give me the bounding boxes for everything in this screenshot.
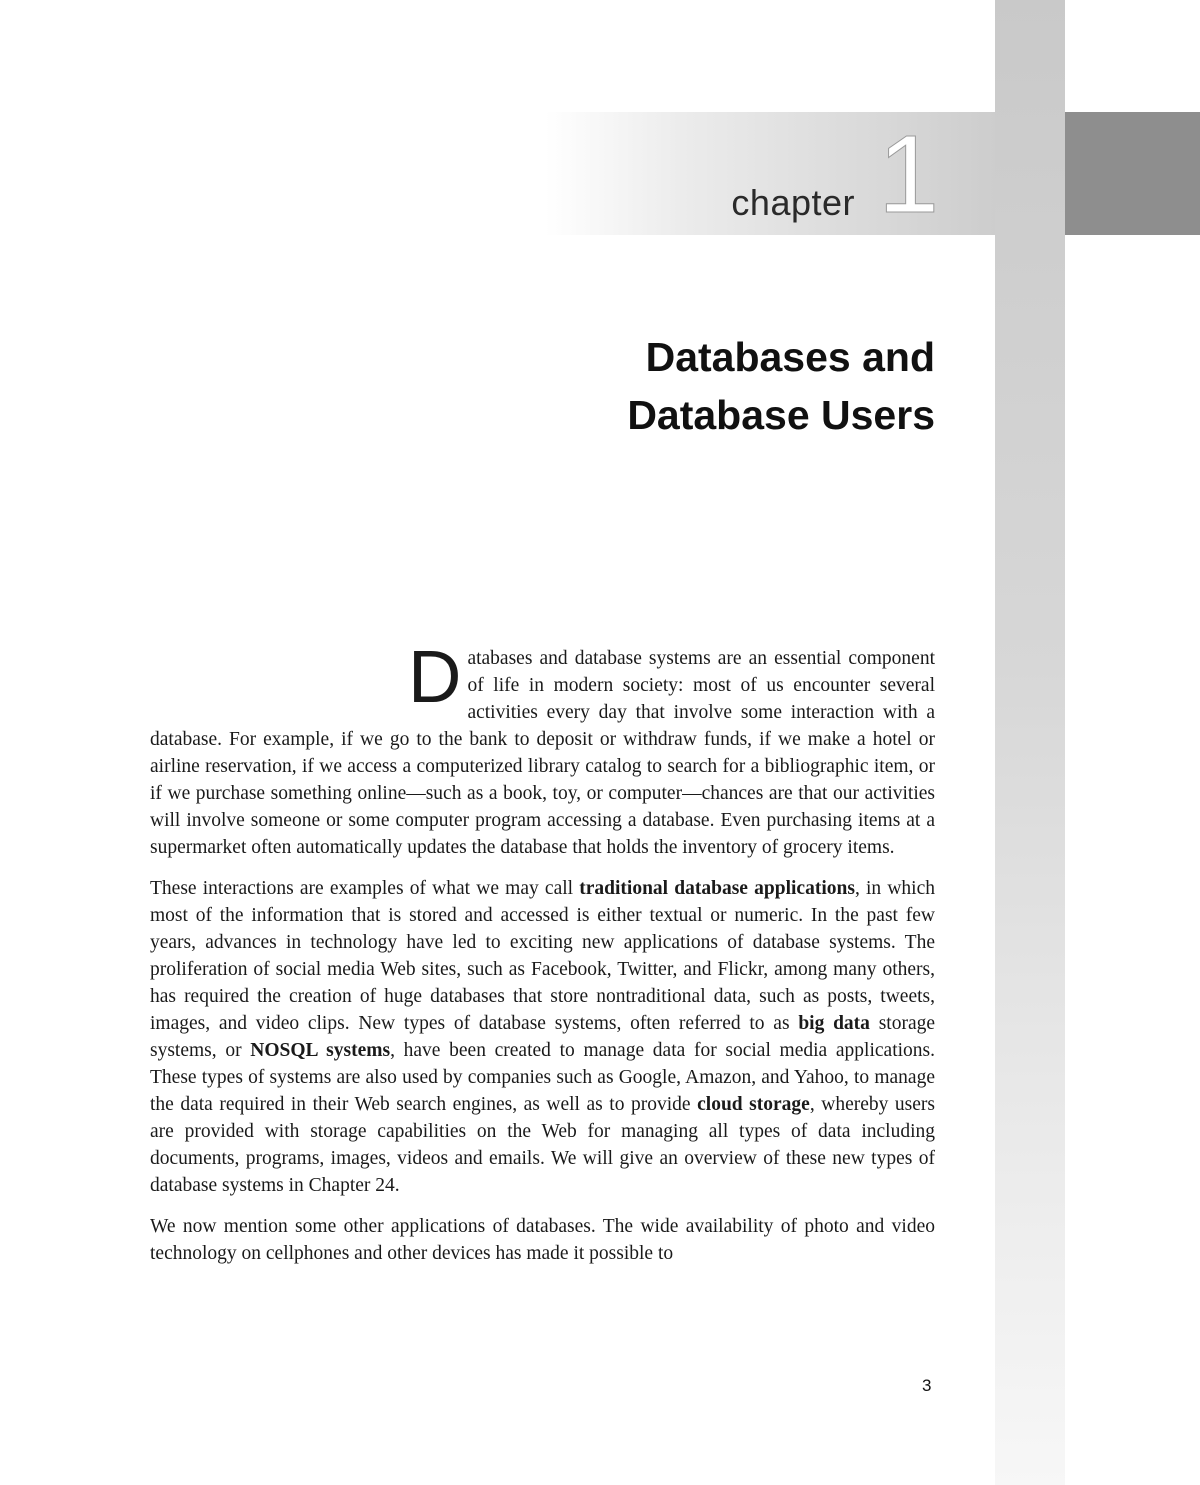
paragraph-2-text-5: , whereby users are provided with storage capabilities on the Web for managing all types of data including documents, programs, images, videos and emails. We will give an overview of these new types of database systems in Chapter 24. xyxy=(150,1094,935,1196)
paragraph-2-text-4: , have been created to manage data for social media applications. These types of systems are also used by companies such as Google, Amazon, and Yahoo, to manage the data required in their Web search engines, as well as to provide xyxy=(150,1040,935,1115)
side-gray-strip xyxy=(995,0,1065,1485)
paragraph-1-text: atabases and database systems are an essential component of life in modern society: most of us encounter several activities every day that involve some interaction with a database. For example, if we go to the bank to deposit or withdraw funds, if we make a hotel or airline reservation, if we access a computerized library catalog to search for a bibliographic item, or if we purchase something online—such as a book, toy, or computer—chances are that our activities will involve someone or some computer program accessing a database. Even purchasing items at a supermarket often automatically updates the database that holds the inventory of grocery items. xyxy=(150,648,935,858)
paragraph-2-text-3: storage systems, or xyxy=(150,1013,936,1061)
chapter-tab xyxy=(1065,112,1200,235)
term-big-data: big data xyxy=(798,1013,870,1034)
paragraph-2-text-1: These interactions are examples of what we may call xyxy=(150,878,580,899)
chapter-title-line-1: Databases and xyxy=(645,334,935,380)
chapter-label: chapter xyxy=(731,182,855,223)
term-traditional-database-applications: traditional database applications xyxy=(579,878,855,899)
term-cloud-storage: cloud storage xyxy=(697,1094,810,1115)
drop-cap: D xyxy=(408,635,462,718)
chapter-title-line-2: Database Users xyxy=(627,392,935,438)
body-text xyxy=(150,635,936,1281)
paragraph-2 xyxy=(150,875,935,1199)
chapter-title xyxy=(415,328,935,444)
chapter-number: 1 xyxy=(878,113,940,236)
paragraph-2-text-2: , in which most of the information that is stored and accessed is either textual or numeric. In the past few years, advances in technology have led to exciting new applications of database systems. The proliferation of social media Web sites, such as Facebook, Twitter, and Flickr, among many others, has required the creation of huge databases that store nontraditional data, such as posts, tweets, images, and video clips. New types of database systems, often referred to as xyxy=(150,878,936,1034)
term-nosql-systems: NOSQL systems xyxy=(250,1040,391,1061)
page-number: 3 xyxy=(922,1376,932,1395)
paragraph-1 xyxy=(150,635,935,861)
paragraph-3: We now mention some other applications of databases. The wide availability of photo and video technology on cellphones and other devices has made it possible to xyxy=(150,1216,935,1264)
